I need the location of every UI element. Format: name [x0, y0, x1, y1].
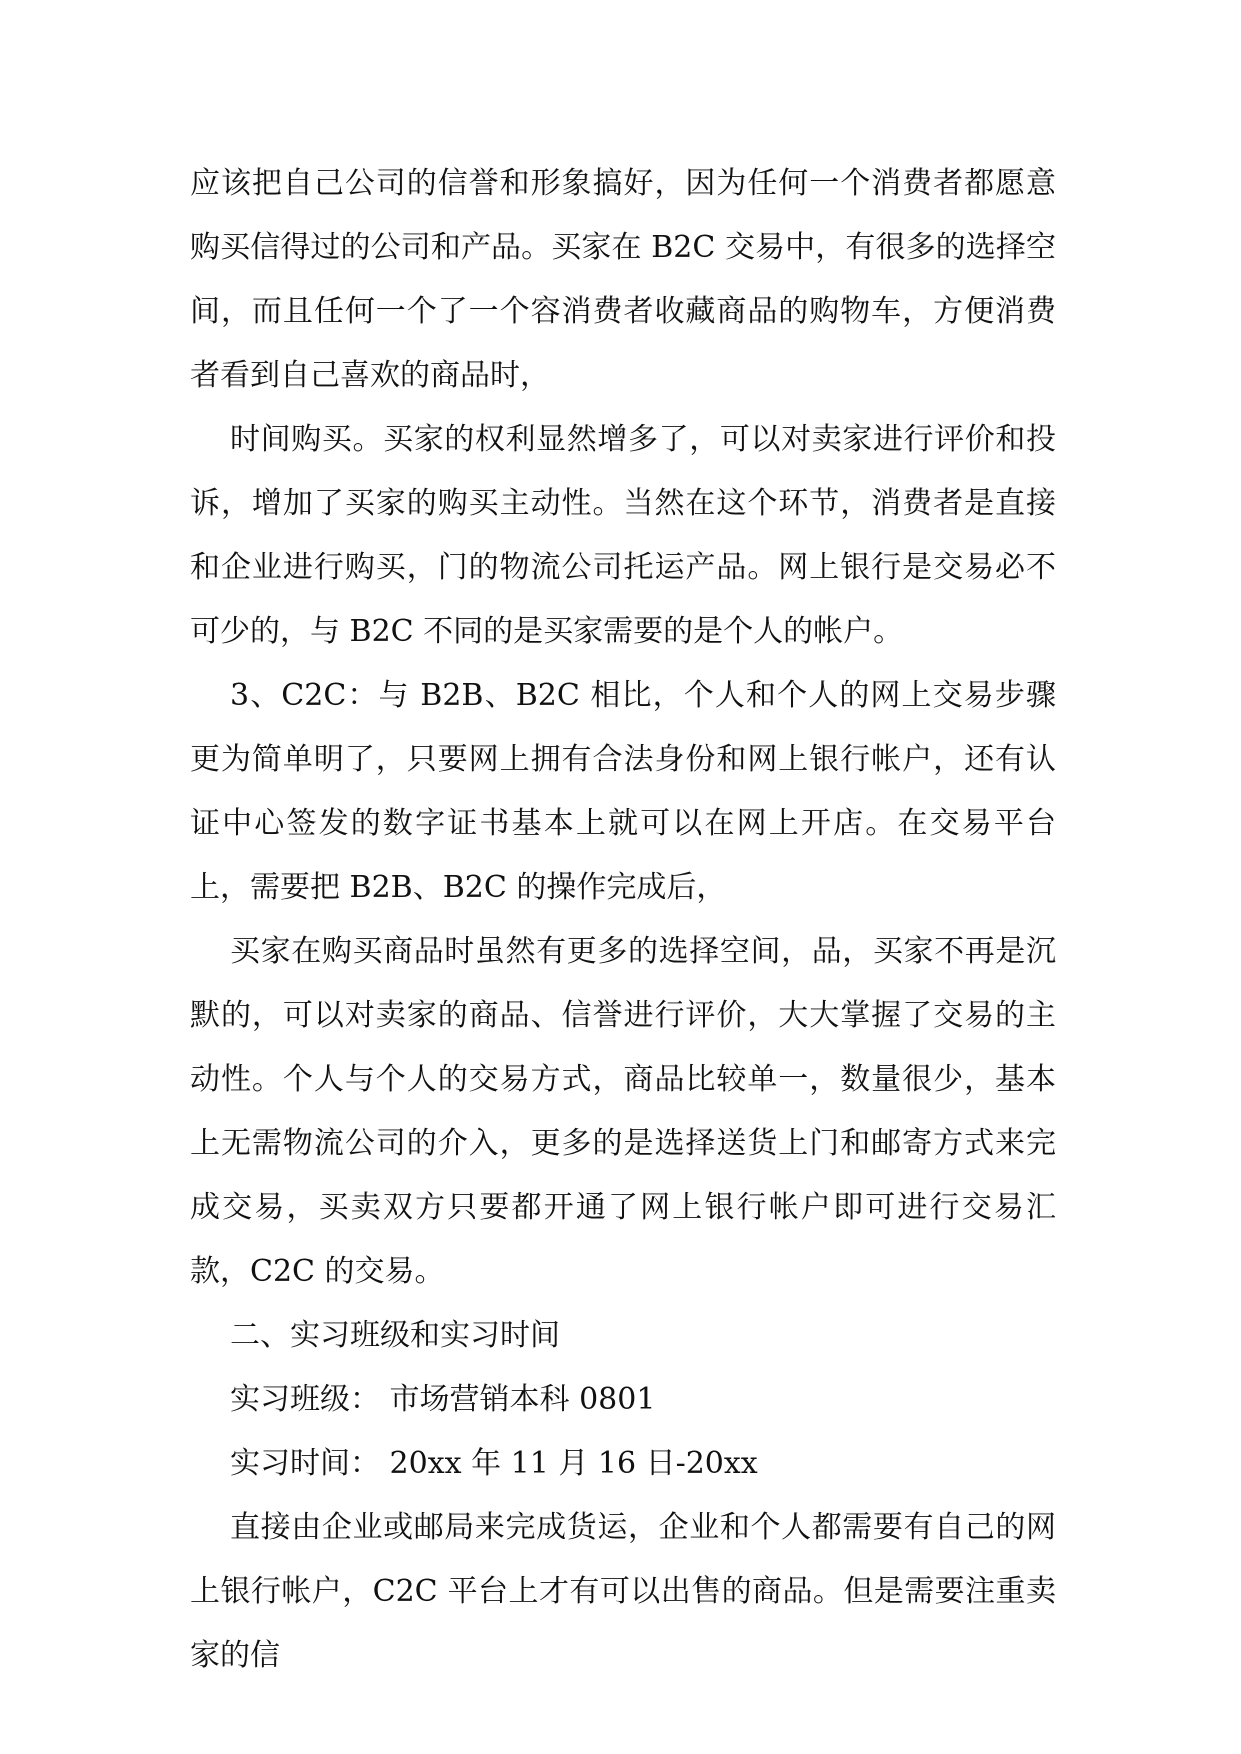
paragraph-2: 时间购买。买家的权利显然增多了，可以对卖家进行评价和投诉，增加了买家的购买主动性。当然在这个环节，消费者是直接和企业进行购买，门的物流公司托运产品。网上银行是交易必不可少的，与 B2C 不同的是买家需要的是个人的帐户。	[190, 422, 1056, 649]
document-body	[190, 152, 1056, 1688]
paragraph-3: 3、C2C：与 B2B、B2C 相比，个人和个人的网上交易步骤更为简单明了，只要网上拥有合法身份和网上银行帐户，还有认证中心签发的数字证书基本上就可以在网上开店。在交易平台上，需要把 B2B、B2C 的操作完成后，	[190, 678, 1056, 905]
section-heading: 二、实习班级和实习时间	[230, 1318, 560, 1353]
paragraph-1: 应该把自己公司的信誉和形象搞好，因为任何一个消费者都愿意购买信得过的公司和产品。买家在 B2C 交易中，有很多的选择空间，而且任何一个了一个容消费者收藏商品的购物车，方便消费者看到自己喜欢的商品时，	[190, 166, 1056, 393]
paragraph-5: 直接由企业或邮局来完成货运，企业和个人都需要有自己的网上银行帐户，C2C 平台上才有可以出售的商品。但是需要注重卖家的信	[190, 1510, 1056, 1673]
internship-class: 实习班级： 市场营销本科 0801	[230, 1382, 656, 1417]
internship-time: 实习时间： 20xx 年 11 月 16 日-20xx	[230, 1446, 758, 1481]
paragraph-4: 买家在购买商品时虽然有更多的选择空间，品，买家不再是沉默的，可以对卖家的商品、信誉进行评价，大大掌握了交易的主动性。个人与个人的交易方式，商品比较单一，数量很少，基本上无需物流公司的介入，更多的是选择送货上门和邮寄方式来完成交易，买卖双方只要都开通了网上银行帐户即可进行交易汇款，C2C 的交易。	[190, 934, 1056, 1289]
